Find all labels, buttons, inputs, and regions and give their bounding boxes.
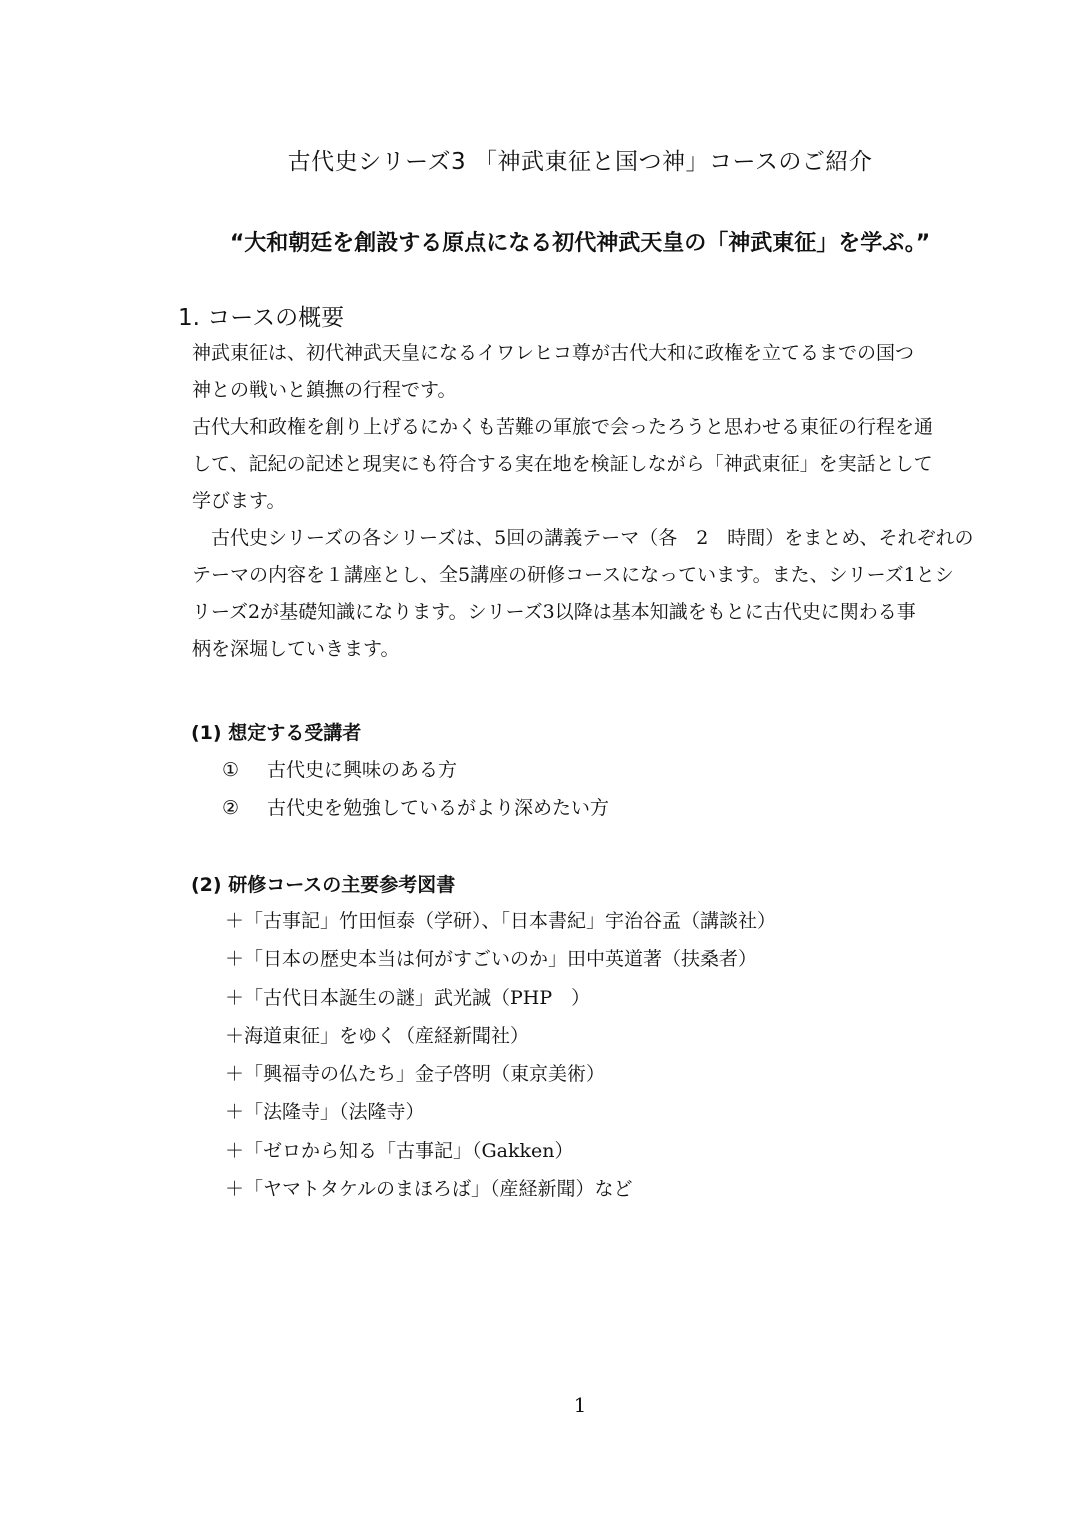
overview-line: 古代史シリーズの各シリーズは、5回の講義テーマ（各 2 時間）をまとめ、それぞれの: [192, 527, 974, 549]
audience-list: [222, 751, 609, 827]
overview-line: 学びます。: [192, 490, 286, 512]
section-heading-overview: 1. コースの概要: [178, 305, 345, 331]
document-title: 古代史シリーズ3 「神武東征と国つ神」コースのご紹介: [287, 149, 873, 175]
reference-item: ＋海道東征」をゆく（産経新聞社）: [225, 1024, 530, 1047]
overview-line: 柄を深堀していきます。: [192, 638, 400, 660]
overview-line: テーマの内容を１講座とし、全5講座の研修コースになっています。また、シリーズ1とシ: [192, 564, 954, 586]
list-item-text: 古代史を勉強しているがより深めたい方: [267, 797, 610, 819]
page-number: 1: [573, 1393, 587, 1417]
reference-item: ＋「ヤマトタケルのまほろば」（産経新聞）など: [225, 1178, 633, 1201]
audience-heading: (1) 想定する受講者: [191, 722, 362, 744]
reference-item: ＋「古事記」竹田恒泰（学研）、「日本書紀」宇治谷孟（講談社）: [225, 910, 777, 932]
list-item: [222, 789, 609, 827]
references-list: [225, 902, 776, 1208]
list-item-text: 古代史に興味のある方: [267, 759, 458, 781]
reference-item: ＋「日本の歴史本当は何がすごいのか」田中英道著（扶桑者）: [225, 948, 758, 971]
list-marker: ②: [222, 797, 240, 819]
overview-line: して、記紀の記述と現実にも符合する実在地を検証しながら「神武東征」を実話として: [192, 453, 933, 475]
overview-line: 神との戦いと鎮撫の行程です。: [192, 379, 457, 401]
list-marker: ①: [222, 759, 240, 781]
reference-item: ＋「古代日本誕生の謎」武光誠（PHP ）: [225, 986, 591, 1009]
reference-item: ＋「ゼロから知る「古事記」（Gakken）: [225, 1139, 574, 1162]
overview-paragraph: [192, 335, 992, 668]
list-item: [222, 751, 609, 789]
overview-line: リーズ2が基礎知識になります。シリーズ3以降は基本知識をもとに古代史に関わる事: [192, 601, 916, 623]
overview-line: 神武東征は、初代神武天皇になるイワレヒコ尊が古代大和に政権を立てるまでの国つ: [192, 342, 915, 364]
document-subtitle: “大和朝廷を創設する原点になる初代神武天皇の「神武東征」を学ぶ。”: [229, 231, 931, 256]
reference-item: ＋「法隆寺」（法隆寺）: [225, 1101, 425, 1124]
references-heading: (2) 研修コースの主要参考図書: [191, 874, 456, 896]
reference-item: ＋「興福寺の仏たち」金子啓明（東京美術）: [225, 1063, 606, 1086]
overview-line: 古代大和政権を創り上げるにかくも苦難の軍旅で会ったろうと思わせる東征の行程を通: [192, 416, 934, 438]
